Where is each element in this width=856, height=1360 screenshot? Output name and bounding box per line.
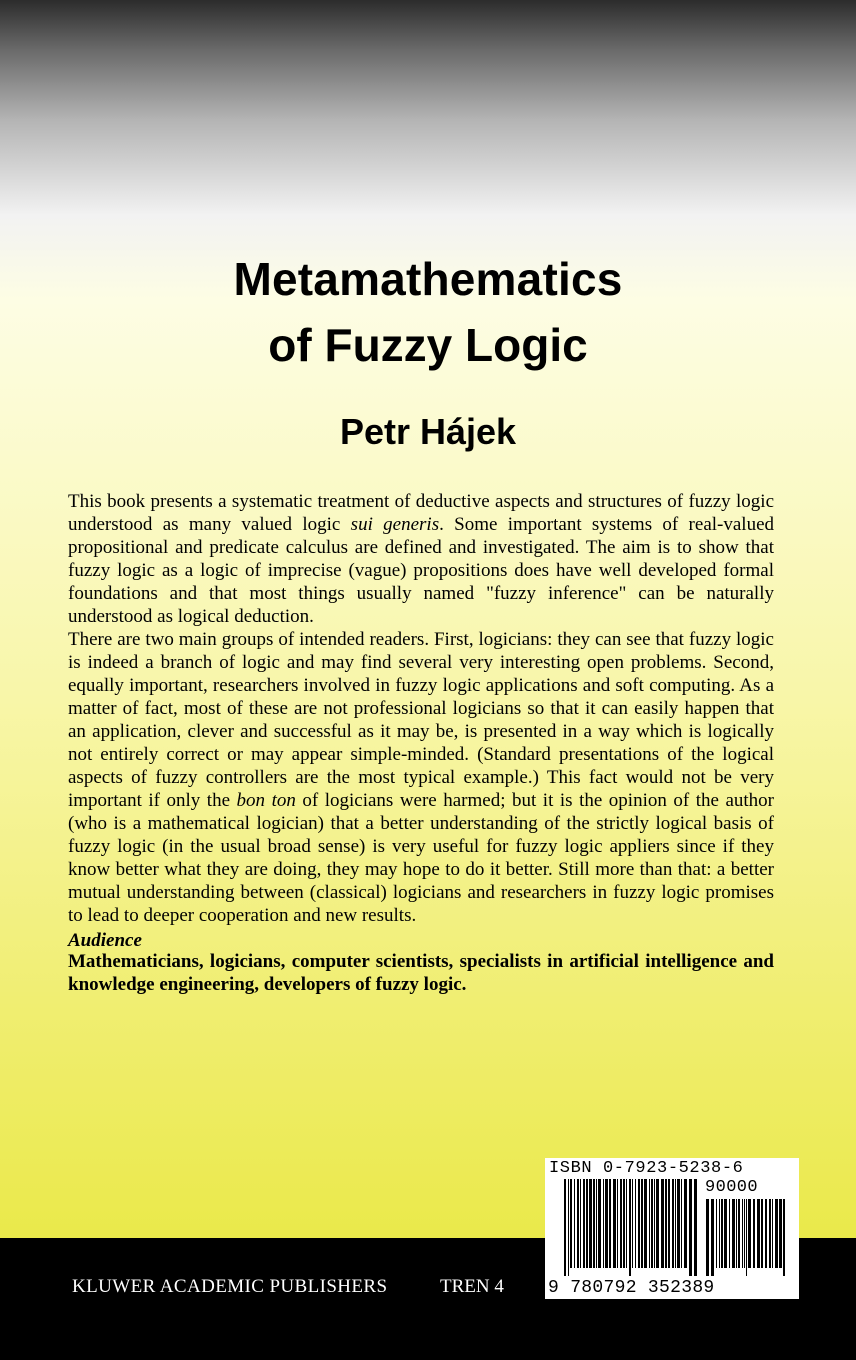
barcode-bar [729,1199,730,1268]
barcode-bar [598,1179,601,1268]
barcode-bar [672,1179,674,1268]
barcode-bar [580,1179,581,1268]
publisher-name: KLUWER ACADEMIC PUBLISHERS [72,1276,388,1297]
barcode-bar [654,1179,655,1268]
barcode-bar [620,1179,622,1268]
barcode-bar [753,1199,755,1268]
barcode-bar [644,1179,647,1268]
price-code: 90000 [705,1178,759,1197]
barcode-bar [675,1179,676,1268]
barcode-bar [736,1199,737,1268]
blurb-paragraph-2: There are two main groups of intended readers. First, logicians: they can see that fuzzy logic is indeed a branch of logic and may find several very interesting open problems. Second, equally important, researchers involved in fuzzy logic applications and soft computing. As a matter of fact, most of these are not professional logicians so that it can easily happen that an application, clever and successful as it may be, is presented in a way which is logically not entirely correct or may appear simple-minded. (Standard presentations of the logical aspects of fuzzy controllers are the most typical example.) This fact would not be very important if only the bon ton of logicians were harmed; but it is the opinion of the author (who is a mathematical logician) that a better understanding of the strictly logical basis of fuzzy logic (in the usual broad sense) is very useful for fuzzy logic appliers since if they know better what they are doing, they may hope to do it better. Still more than that: a better mutual understanding between (classical) logicians and researchers in fuzzy logic promises to lead to deeper cooperation and new results. [68,629,774,926]
italic-term: bon ton [236,790,296,811]
barcode-panel [545,1158,799,1299]
barcode-bar [684,1179,687,1268]
barcode-bar [605,1179,608,1268]
barcode-bar [772,1199,773,1268]
barcode-bar [721,1199,723,1268]
barcode-bar [661,1179,664,1268]
barcode-bar [706,1199,709,1276]
addon-barcode-bars [705,1199,787,1276]
barcode-bar [689,1179,692,1276]
barcode-bar [716,1199,717,1268]
barcode-bar [577,1179,579,1268]
barcode-bar [765,1199,767,1268]
audience-heading: Audience [68,930,142,951]
barcode-bar [665,1179,667,1268]
barcode-bar [623,1179,625,1268]
blurb-paragraph-1: This book presents a systematic treatment of deductive aspects and structures of fuzzy logic understood as many valued logic sui generis. Some important systems of real-valued propositional and predicate calculus are defined and investigated. The aim is to show that fuzzy logic as a logic of imprecise (vague) propositions does have well developed formal foundations and that most things usually named "fuzzy inference" can be naturally understood as logical deduction. [68,491,774,627]
barcode-bar [779,1199,782,1268]
audience-text: Mathematicians, logicians, computer scientists, specialists in artificial intelligence and knowledge engineering, developers of fuzzy logic. [68,951,774,995]
barcode-bar [649,1179,650,1268]
barcode-bar [694,1179,697,1276]
barcode-bar [574,1179,575,1268]
barcode-bar [596,1179,597,1268]
italic-term: sui generis [350,514,440,535]
barcode-bar [744,1199,745,1268]
barcode-bar [681,1179,682,1268]
barcode-bar [783,1199,785,1276]
barcode-bar [677,1179,680,1268]
barcode-bar [656,1179,659,1268]
barcode-bar [638,1179,640,1268]
barcode-bar [651,1179,653,1268]
barcode-bar [564,1179,566,1276]
barcode-bar [719,1199,720,1268]
barcode-bar [635,1179,636,1268]
barcode-bar [570,1179,572,1268]
book-title-line-2: of Fuzzy Logic [268,319,588,371]
barcode-bar [738,1199,740,1268]
barcode-bar [603,1179,604,1268]
barcode-bar [746,1199,747,1276]
isbn-number: ISBN 0-7923-5238-6 [549,1159,744,1178]
barcode-bar [629,1179,631,1276]
barcode-bar [641,1179,643,1268]
barcode-bar [613,1179,616,1268]
author-name: Petr Hájek [339,411,517,452]
barcode-bar [769,1199,771,1268]
barcode-bar [626,1179,627,1268]
barcode-bar [583,1179,585,1268]
barcode-bar [609,1179,611,1268]
barcode-bar [617,1179,618,1268]
barcode-bar [586,1179,588,1268]
barcode-bar [589,1179,592,1268]
book-title-line-1: Metamathematics [233,253,623,305]
barcode-bar [632,1179,633,1268]
barcode-bar [775,1199,778,1268]
barcode-bar [593,1179,595,1268]
barcode-bar [732,1199,735,1268]
barcode-bar [568,1179,569,1276]
ean-number: 9 780792 352389 [548,1278,715,1298]
barcode-bar [711,1199,714,1276]
barcode-bar [757,1199,760,1268]
barcode-bar [742,1199,743,1268]
series-code: TREN 4 [440,1276,504,1297]
barcode-bar [724,1199,727,1268]
barcode-bar [761,1199,763,1268]
barcode-bar [668,1179,670,1268]
ean-barcode-bars [563,1179,697,1276]
barcode-bar [748,1199,751,1268]
